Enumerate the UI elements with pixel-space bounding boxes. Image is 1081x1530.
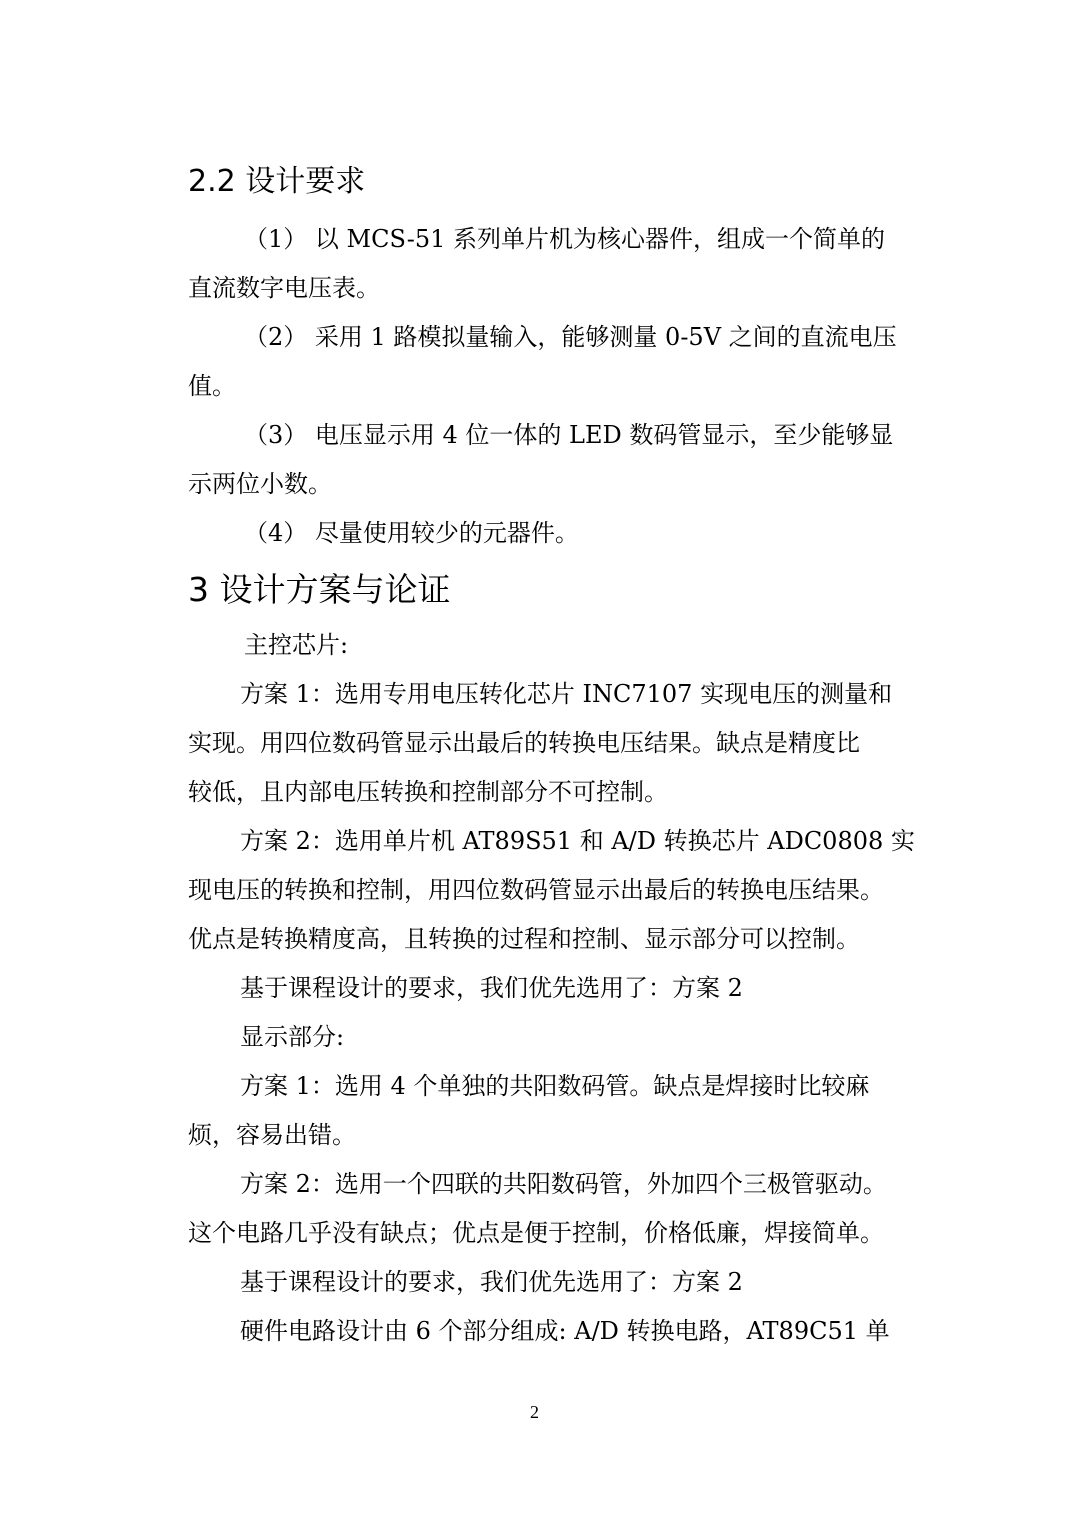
display-option-1-line-2: 烦，容易出错。: [188, 1121, 356, 1149]
section-heading-3: 3 设计方案与论证: [188, 570, 451, 609]
chip-option-2-line-2: 现电压的转换和控制，用四位数码管显示出最后的转换电压结果。: [188, 876, 884, 904]
chip-option-1-line-2: 实现。用四位数码管显示出最后的转换电压结果。缺点是精度比: [188, 729, 860, 757]
chip-option-2-line-1: 方案 2：选用单片机 AT89S51 和 A/D 转换芯片 ADC0808 实: [240, 827, 915, 855]
requirement-2-line-2: 值。: [188, 372, 236, 400]
section-heading-2-2: 2.2 设计要求: [188, 164, 366, 199]
chip-option-1-line-1: 方案 1：选用专用电压转化芯片 INC7107 实现电压的测量和: [240, 680, 893, 708]
display-part-label: 显示部分:: [240, 1023, 345, 1051]
chip-choice-line: 基于课程设计的要求，我们优先选用了：方案 2: [240, 974, 743, 1002]
requirement-3-line-2: 示两位小数。: [188, 470, 332, 498]
chip-option-1-line-3: 较低，且内部电压转换和控制部分不可控制。: [188, 778, 668, 806]
main-chip-label: 主控芯片:: [244, 631, 349, 659]
chip-option-2-line-3: 优点是转换精度高，且转换的过程和控制、显示部分可以控制。: [188, 925, 860, 953]
requirement-2-line-1: （2） 采用 1 路模拟量输入，能够测量 0-5V 之间的直流电压: [244, 323, 897, 351]
display-option-2-line-1: 方案 2：选用一个四联的共阳数码管，外加四个三极管驱动。: [240, 1170, 887, 1198]
hardware-design-line: 硬件电路设计由 6 个部分组成: A/D 转换电路，AT89C51 单: [240, 1317, 890, 1345]
display-choice-line: 基于课程设计的要求，我们优先选用了：方案 2: [240, 1268, 743, 1296]
requirement-4-line-1: （4） 尽量使用较少的元器件。: [244, 519, 579, 547]
requirement-1-line-1: （1） 以 MCS-51 系列单片机为核心器件，组成一个简单的: [244, 225, 886, 253]
requirement-3-line-1: （3） 电压显示用 4 位一体的 LED 数码管显示，至少能够显: [244, 421, 894, 449]
requirement-1-line-2: 直流数字电压表。: [188, 274, 380, 302]
display-option-1-line-1: 方案 1：选用 4 个单独的共阳数码管。缺点是焊接时比较麻: [240, 1072, 870, 1100]
display-option-2-line-2: 这个电路几乎没有缺点；优点是便于控制，价格低廉，焊接简单。: [188, 1219, 884, 1247]
page-number: 2: [530, 1402, 539, 1422]
